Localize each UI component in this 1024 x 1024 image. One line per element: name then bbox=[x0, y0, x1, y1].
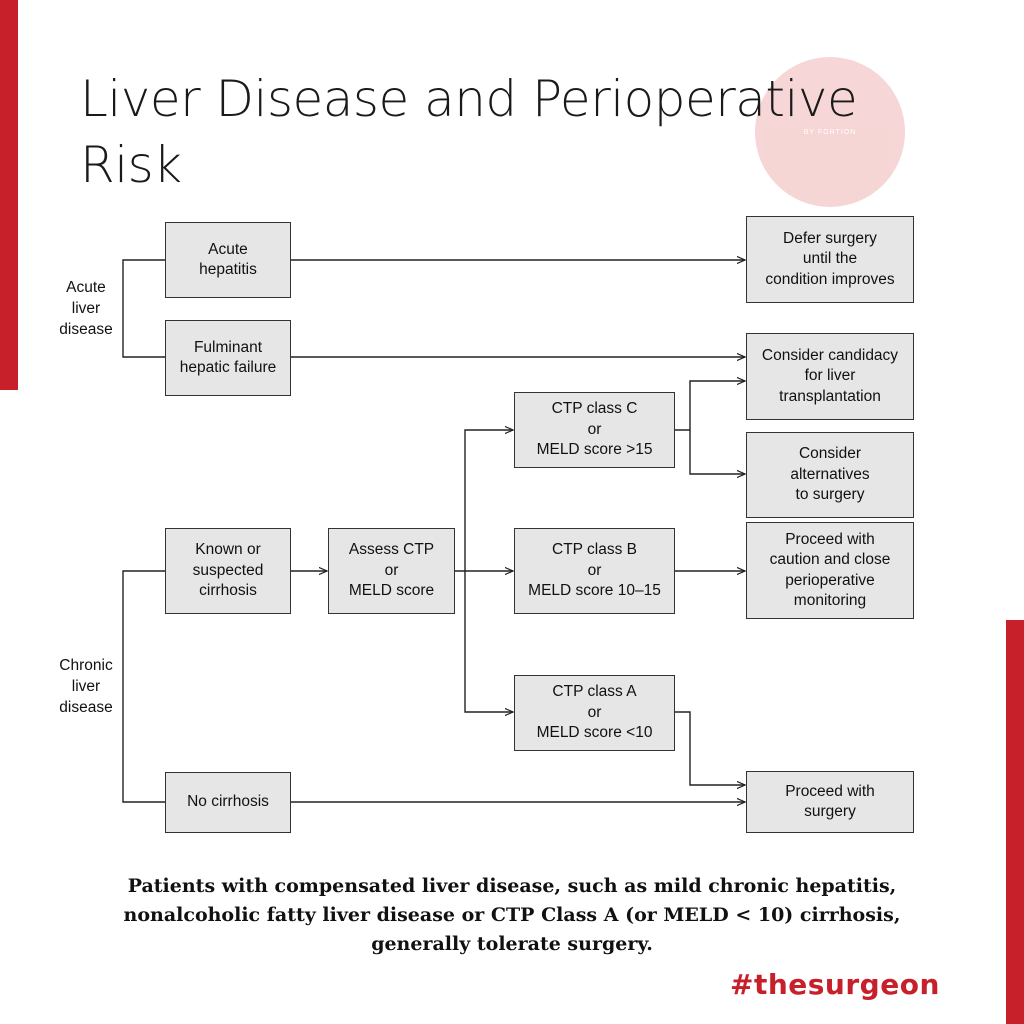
node-fulminant-hepatic-failure: Fulminant hepatic failure bbox=[165, 320, 291, 396]
node-consider-alternatives: Consider alternatives to surgery bbox=[746, 432, 914, 518]
arrow-class-c-to-alternatives bbox=[690, 430, 745, 474]
node-proceed-with-caution: Proceed with caution and close perioperative monitoring bbox=[746, 522, 914, 619]
node-ctp-class-b: CTP class B or MELD score 10–15 bbox=[514, 528, 675, 614]
arrow-class-c-to-transplant bbox=[675, 381, 745, 430]
footer-caption bbox=[30, 872, 994, 959]
node-no-cirrhosis: No cirrhosis bbox=[165, 772, 291, 833]
footer-line-1: Patients with compensated liver disease, such as mild chronic hepatitis, bbox=[127, 875, 897, 897]
arrow-class-a-to-proceed bbox=[675, 712, 745, 785]
page-title: Liver Disease and Perioperative Risk bbox=[80, 70, 858, 194]
acute-liver-disease-label: Acute liver disease bbox=[59, 279, 113, 338]
watermark-logo: BY FORTION bbox=[755, 57, 905, 207]
node-assess-ctp-meld: Assess CTP or MELD score bbox=[328, 528, 455, 614]
node-ctp-class-c: CTP class C or MELD score >15 bbox=[514, 392, 675, 468]
chronic-liver-disease-label: Chronic liver disease bbox=[59, 657, 113, 716]
node-consider-transplant: Consider candidacy for liver transplantation bbox=[746, 333, 914, 420]
chronic-bracket bbox=[123, 571, 165, 802]
node-defer-surgery: Defer surgery until the condition improves bbox=[746, 216, 914, 303]
node-proceed-with-surgery: Proceed with surgery bbox=[746, 771, 914, 833]
footer-line-2: nonalcoholic fatty liver disease or CTP Class A (or MELD < 10) cirrhosis, bbox=[123, 904, 901, 926]
acute-bracket bbox=[123, 260, 165, 357]
node-acute-hepatitis: Acute hepatitis bbox=[165, 222, 291, 298]
footer-line-3: generally tolerate surgery. bbox=[371, 933, 653, 955]
node-known-cirrhosis: Known or suspected cirrhosis bbox=[165, 528, 291, 614]
arrow-assess-to-class-a bbox=[465, 571, 513, 712]
hashtag-brand: #thesurgeon bbox=[730, 968, 940, 1001]
arrow-assess-to-class-c bbox=[465, 430, 513, 571]
node-ctp-class-a: CTP class A or MELD score <10 bbox=[514, 675, 675, 751]
